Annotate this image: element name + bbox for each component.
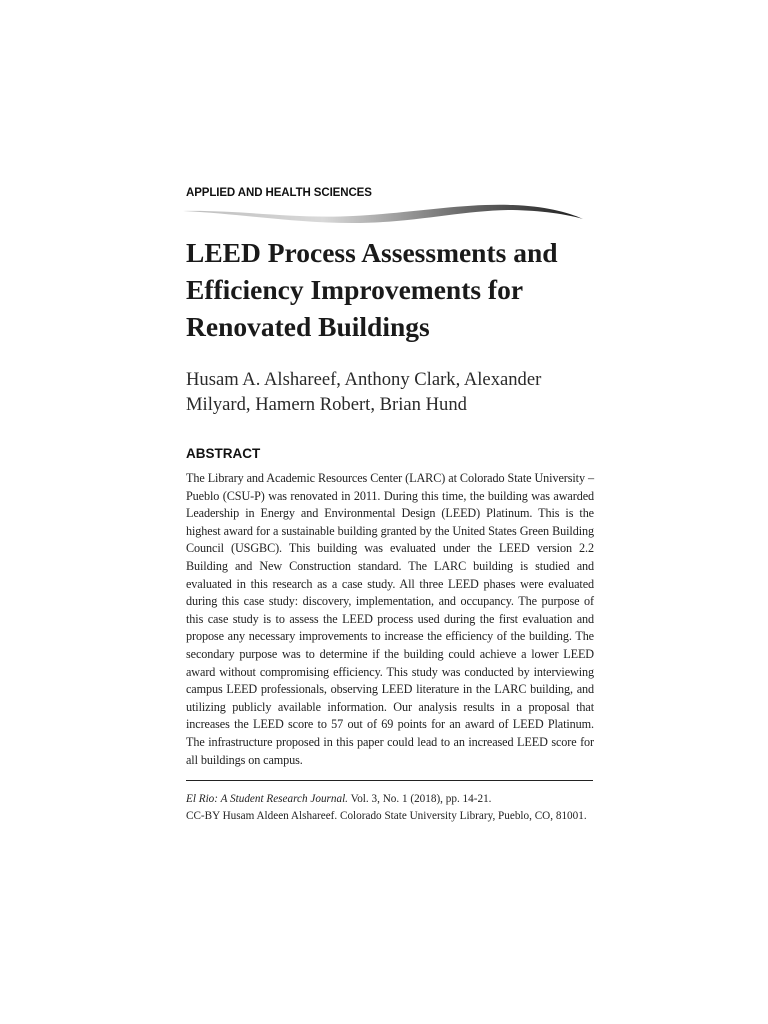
journal-name: El Rio: A Student Research Journal. (186, 793, 348, 805)
citation-line (186, 791, 606, 808)
author-list: Husam A. Alshareef, Anthony Clark, Alexander Milyard, Hamern Robert, Brian Hund (186, 369, 542, 415)
journal-details: Vol. 3, No. 1 (2018), pp. 14-21. (347, 793, 492, 805)
article-title: LEED Process Assessments and Efficiency Improvements for Renovated Buildings (186, 237, 558, 342)
citation-block (186, 791, 606, 825)
decorative-swoosh (183, 199, 583, 223)
abstract-heading: ABSTRACT (186, 446, 261, 461)
abstract-text: The Library and Academic Resources Center (LARC) at Colorado State University – Pueblo (CSU-P) was renovated in 2011. During this time, the building was awarded Leadership in Energy and Environmental Design (LEED) Platinum. This is the highest award for a sustainable building granted by the United States Green Building Council (USGBC). This building was evaluated under the LEED version 2.2 Building and New Construction standard. The LARC building is studied and evaluated in this research as a case study. All three LEED phases were evaluated during this case study: discovery, implementation, and occupancy. The purpose of this case study is to assess the LEED process used during the first evaluation and propose any necessary improvements to increase the efficiency of the building. The secondary purpose was to determine if the building could achieve a lower LEED award without compromising efficiency. This study was conducted by interviewing campus LEED professionals, observing LEED literature in the LARC building, and utilizing publicly available information. Our analysis results in a proposal that increases the LEED score to 57 out of 69 points for an award of LEED Platinum. The infrastructure proposed in this paper could lead to an increased LEED score for all buildings on campus. (186, 471, 594, 767)
section-label: APPLIED AND HEALTH SCIENCES (186, 187, 372, 199)
footer-divider (186, 780, 593, 781)
license-line: CC-BY Husam Aldeen Alshareef. Colorado State University Library, Pueblo, CO, 81001. (186, 810, 587, 822)
